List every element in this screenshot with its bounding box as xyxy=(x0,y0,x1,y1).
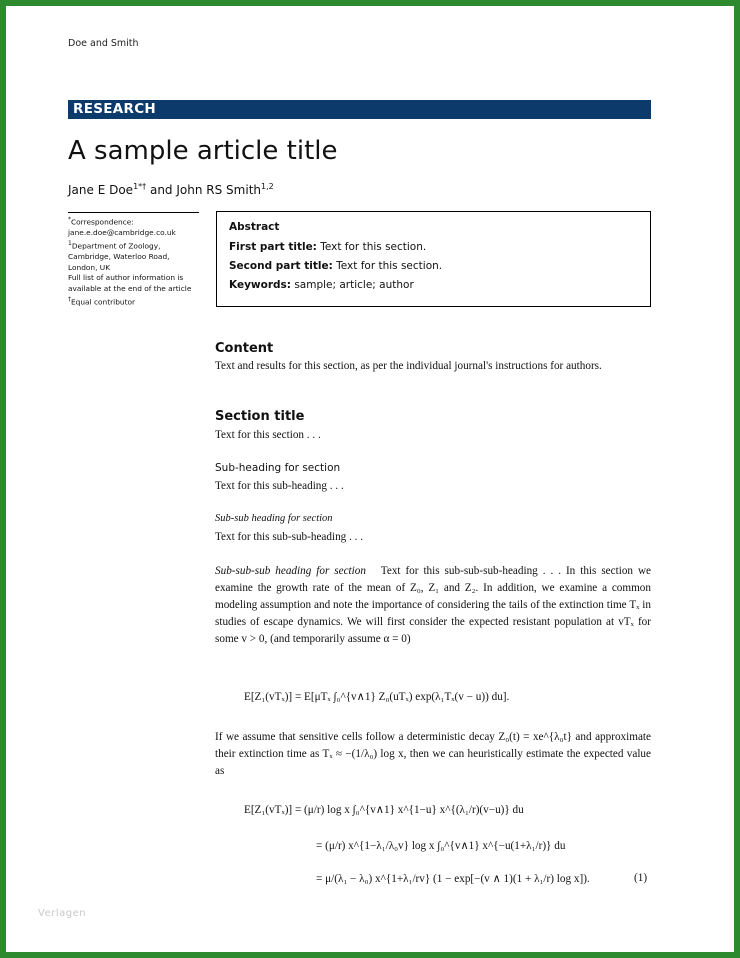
note-mark: * xyxy=(68,216,71,223)
note-line: available at the end of the article xyxy=(68,284,192,294)
paragraph-1-text: Text for this sub-sub-sub-heading . . . In this section we examine the growth rate of the mean of Z₀, Z₁ and Z₂. In addition, we examine a common modeling assumption and note the importance of considering the tails of the extinction time Tₓ in studies of escape dynamics. We will first consider the expected resistant population at vTₓ for some v > 0, (and temporarily assume α = 0) xyxy=(215,565,652,645)
note-line: Full list of author information is xyxy=(68,273,184,283)
equation-number: (1) xyxy=(634,872,648,884)
paragraph-2: If we assume that sensitive cells follow a deterministic decay Z₀(t) = xe^{λ₀t} and approximate their extinction time as Tₓ ≈ −(1/λ₀) log x, then we can heuristically estimate the expected value as xyxy=(215,731,651,777)
sub-heading-text: Text for this sub-heading . . . xyxy=(215,480,344,492)
note-text: Department of Zoology, xyxy=(71,241,161,251)
abstract-heading: Abstract xyxy=(229,221,280,233)
article-title: A sample article title xyxy=(68,136,338,166)
abstract-label: Second part title: xyxy=(229,260,333,272)
note-line xyxy=(68,295,199,308)
abstract-label: First part title: xyxy=(229,241,317,253)
article-type-banner: RESEARCH xyxy=(68,100,651,119)
running-head: Doe and Smith xyxy=(68,38,139,49)
sub-sub-heading-text: Text for this sub-sub-heading . . . xyxy=(215,531,364,543)
author-1: Jane E Doe xyxy=(68,183,134,197)
abstract-text: Text for this section. xyxy=(316,241,427,253)
keywords-label: Keywords: xyxy=(229,279,291,291)
equation-2-line-2: = (μ/r) x^{1−λ₁/λ₀v} log x ∫₀^{v∧1} x^{−u(1+λ₁/r)} du xyxy=(316,840,566,852)
note-mark: † xyxy=(68,295,71,303)
equation-1: E[Z₁(vTₓ)] = E[μTₓ ∫₀^{v∧1} Z₀(uTₓ) exp(λ₁Tₓ(v − u)) du]. xyxy=(244,691,510,703)
note-email[interactable]: jane.e.doe@cambridge.co.uk xyxy=(68,228,176,238)
author-and: and xyxy=(146,183,177,197)
note-text: Correspondence: xyxy=(71,217,134,227)
paragraph-1 xyxy=(215,563,651,648)
note-mark: 1 xyxy=(68,239,72,247)
abstract-text: Text for this section. xyxy=(332,260,443,272)
abstract-part-2 xyxy=(229,260,638,272)
author-1-affil: 1*† xyxy=(133,182,147,191)
note-line: London, UK xyxy=(68,262,111,272)
note-line: Cambridge, Waterloo Road, xyxy=(68,252,170,262)
sub-heading: Sub-heading for section xyxy=(215,462,341,474)
note-text: Equal contributor xyxy=(71,297,136,307)
keywords-text: sample; article; author xyxy=(290,279,414,291)
section-heading-content: Content xyxy=(215,341,274,356)
author-2-affil: 1,2 xyxy=(261,182,274,191)
abstract-box xyxy=(216,211,651,307)
content-text: Text and results for this section, as per the individual journal's instructions for authors. xyxy=(215,360,602,372)
note-line xyxy=(68,239,199,252)
equation-2-line-1: E[Z₁(vTₓ)] = (μ/r) log x ∫₀^{v∧1} x^{1−u} x^{(λ₁/r)(v−u)} du xyxy=(244,804,524,816)
section-text: Text for this section . . . xyxy=(215,429,321,441)
author-line xyxy=(68,182,274,197)
author-2: John RS Smith xyxy=(176,183,262,197)
abstract-keywords xyxy=(229,279,638,291)
sub-sub-sub-heading: Sub-sub-sub heading for section xyxy=(215,565,366,577)
affiliation-notes xyxy=(68,212,199,308)
equation-2-line-3: = μ/(λ₁ − λ₀) x^{1+λ₁/rv} (1 − exp[−(v ∧ 1)(1 + λ₁/r) log x]). xyxy=(316,873,590,885)
abstract-part-1 xyxy=(229,241,638,253)
note-line xyxy=(68,215,199,228)
section-heading-title: Section title xyxy=(215,409,305,424)
page xyxy=(6,6,734,952)
watermark: Verlagen xyxy=(38,908,87,919)
sub-sub-heading: Sub-sub heading for section xyxy=(215,513,333,524)
